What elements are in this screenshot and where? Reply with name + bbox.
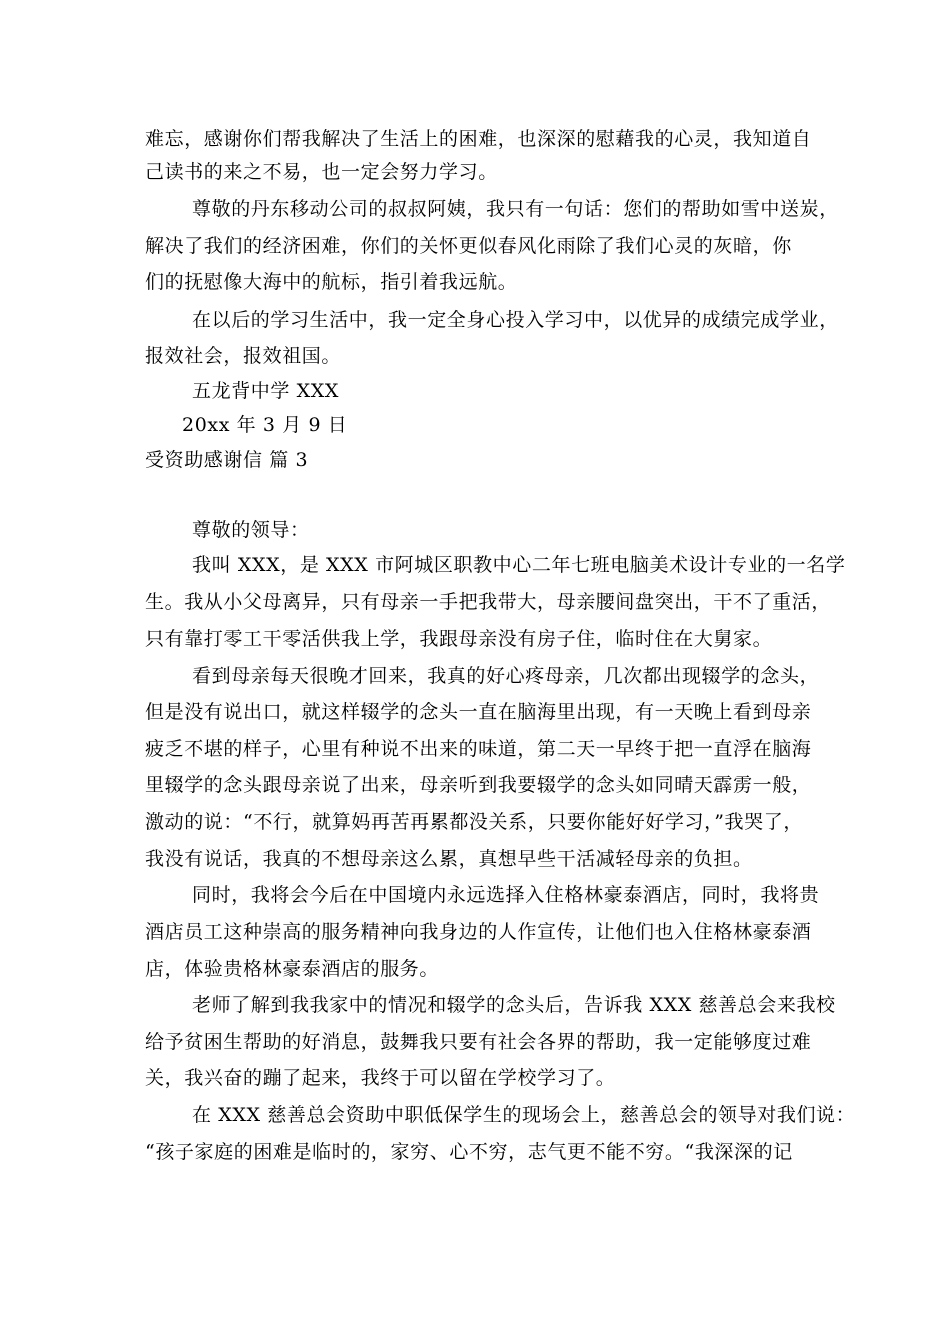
text-line: 在 XXX 慈善总会资助中职低保学生的现场会上，慈善总会的领导对我们说： <box>192 1104 856 1126</box>
text-line: 己读书的来之不易，也一定会努力学习。 <box>145 161 498 183</box>
date-line: 20xx 年 3 月 9 日 <box>182 414 348 436</box>
text-line: 我没有说话，我真的不想母亲这么累，真想早些干活减轻母亲的负担。 <box>145 848 753 870</box>
text-line: “孩子家庭的困难是临时的，家穷、心不穷，志气更不能不穷。“我深深的记 <box>145 1141 793 1163</box>
text-line: 难忘，感谢你们帮我解决了生活上的困难，也深深的慰藉我的心灵，我知道自 <box>145 128 812 150</box>
text-line: 店，体验贵格林豪泰酒店的服务。 <box>145 958 440 980</box>
section-heading: 受资助感谢信 篇 3 <box>145 449 309 471</box>
text-line: 给予贫困生帮助的好消息，鼓舞我只要有社会各界的帮助，我一定能够度过难 <box>145 1031 812 1053</box>
text-line: 但是没有说出口，就这样辍学的念头一直在脑海里出现，有一天晚上看到母亲 <box>145 701 812 723</box>
text-line: 关，我兴奋的蹦了起来，我终于可以留在学校学习了。 <box>145 1067 616 1089</box>
text-line: 们的抚慰像大海中的航标，指引着我远航。 <box>145 271 518 293</box>
text-line: 激动的说：“不行，就算妈再苦再累都没关系，只要你能好好学习，”我哭了， <box>145 811 803 833</box>
text-line: 疲乏不堪的样子，心里有种说不出来的味道，第二天一早终于把一直浮在脑海 <box>145 738 812 760</box>
text-line: 生。我从小父母离异，只有母亲一手把我带大，母亲腰间盘突出，干不了重活， <box>145 591 832 613</box>
text-line: 尊敬的丹东移动公司的叔叔阿姨，我只有一句话：您们的帮助如雪中送炭， <box>192 198 839 220</box>
text-line: 同时，我将会今后在中国境内永远选择入住格林豪泰酒店，同时，我将贵 <box>192 884 820 906</box>
signature-line: 五龙背中学 XXX <box>192 380 340 402</box>
text-line: 看到母亲每天很晚才回来，我真的好心疼母亲，几次都出现辍学的念头， <box>192 665 820 687</box>
text-line: 我叫 XXX，是 XXX 市阿城区职教中心二年七班电脑美术设计专业的一名学 <box>192 554 846 576</box>
text-line: 酒店员工这种崇高的服务精神向我身边的人作宣传，让他们也入住格林豪泰酒 <box>145 921 812 943</box>
text-line: 老师了解到我我家中的情况和辍学的念头后，告诉我 XXX 慈善总会来我校 <box>192 994 836 1016</box>
text-line: 只有靠打零工干零活供我上学，我跟母亲没有房子住，临时住在大舅家。 <box>145 628 773 650</box>
text-line: 里辍学的念头跟母亲说了出来，母亲听到我要辍学的念头如同晴天霹雳一般， <box>145 774 812 796</box>
text-line: 在以后的学习生活中，我一定全身心投入学习中，以优异的成绩完成学业， <box>192 309 839 331</box>
text-line: 报效社会，报效祖国。 <box>145 345 342 367</box>
text-line: 解决了我们的经济困难，你们的关怀更似春风化雨除了我们心灵的灰暗，你 <box>145 235 792 257</box>
salutation: 尊敬的领导： <box>192 519 310 541</box>
